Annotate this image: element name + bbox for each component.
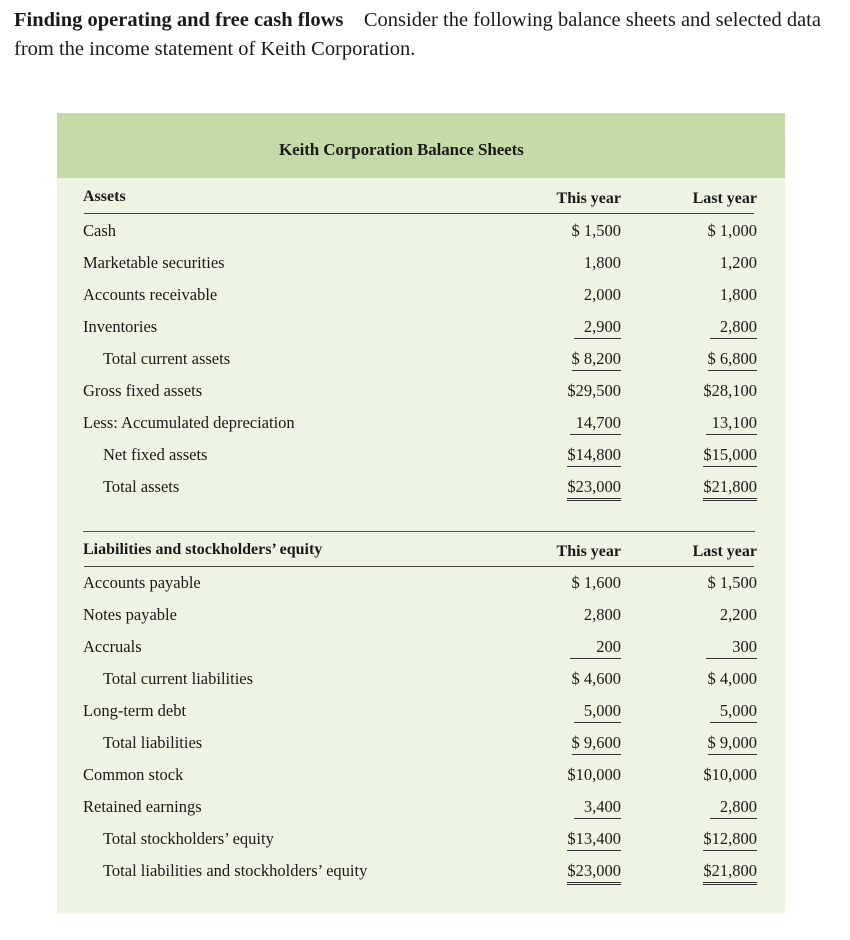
liabilities-top-rule — [83, 531, 755, 532]
table-row: Accruals 200 300 — [83, 637, 755, 661]
table-row: Total assets $23,000 $21,800 — [83, 477, 755, 501]
balance-sheet-panel — [57, 113, 785, 913]
balance-sheet-title: Keith Corporation Balance Sheets — [279, 140, 524, 159]
assets-header-rule — [84, 213, 754, 214]
table-row: Less: Accumulated depreciation 14,700 13,100 — [83, 413, 755, 437]
assets-header-row — [83, 188, 755, 212]
table-row: Total current assets $ 8,200 $ 6,800 — [83, 349, 755, 373]
table-row: Long-term debt 5,000 5,000 — [83, 701, 755, 725]
liabilities-header-row — [83, 541, 755, 565]
table-row: Common stock $10,000 $10,000 — [83, 765, 757, 784]
table-row: Gross fixed assets $29,500 $28,100 — [83, 381, 757, 400]
table-row: Accounts receivable 2,000 1,800 — [83, 285, 757, 304]
table-row: Total liabilities $ 9,600 $ 9,000 — [83, 733, 755, 757]
problem-text: Consider the following balance sheets and selected data from the income statement of Keith Corporation. — [14, 9, 821, 60]
table-row: Marketable securities 1,800 1,200 — [83, 253, 757, 272]
col-last-year: Last year — [692, 543, 757, 560]
table-row: Total current liabilities $ 4,600 $ 4,000 — [103, 669, 757, 688]
col-last-year: Last year — [692, 190, 757, 207]
table-row: Total stockholders’ equity $13,400 $12,800 — [83, 829, 755, 853]
liabilities-header: Liabilities and stockholders’ equity — [83, 541, 323, 558]
liabilities-header-rule — [84, 566, 754, 567]
table-row: Accounts payable $ 1,600 $ 1,500 — [83, 573, 757, 592]
col-this-year: This year — [556, 543, 621, 560]
problem-lead: Finding operating and free cash flows — [14, 9, 344, 31]
table-row: Cash $ 1,500 $ 1,000 — [83, 221, 757, 240]
assets-header: Assets — [83, 188, 126, 205]
table-row: Total liabilities and stockholders’ equity $23,000 $21,800 — [83, 861, 755, 885]
table-row: Net fixed assets $14,800 $15,000 — [83, 445, 755, 469]
problem-intro — [14, 6, 834, 64]
col-this-year: This year — [556, 190, 621, 207]
table-row: Retained earnings 3,400 2,800 — [83, 797, 755, 821]
table-row: Inventories 2,900 2,800 — [83, 317, 755, 341]
table-row: Notes payable 2,800 2,200 — [83, 605, 757, 624]
balance-sheet-header — [57, 113, 785, 178]
